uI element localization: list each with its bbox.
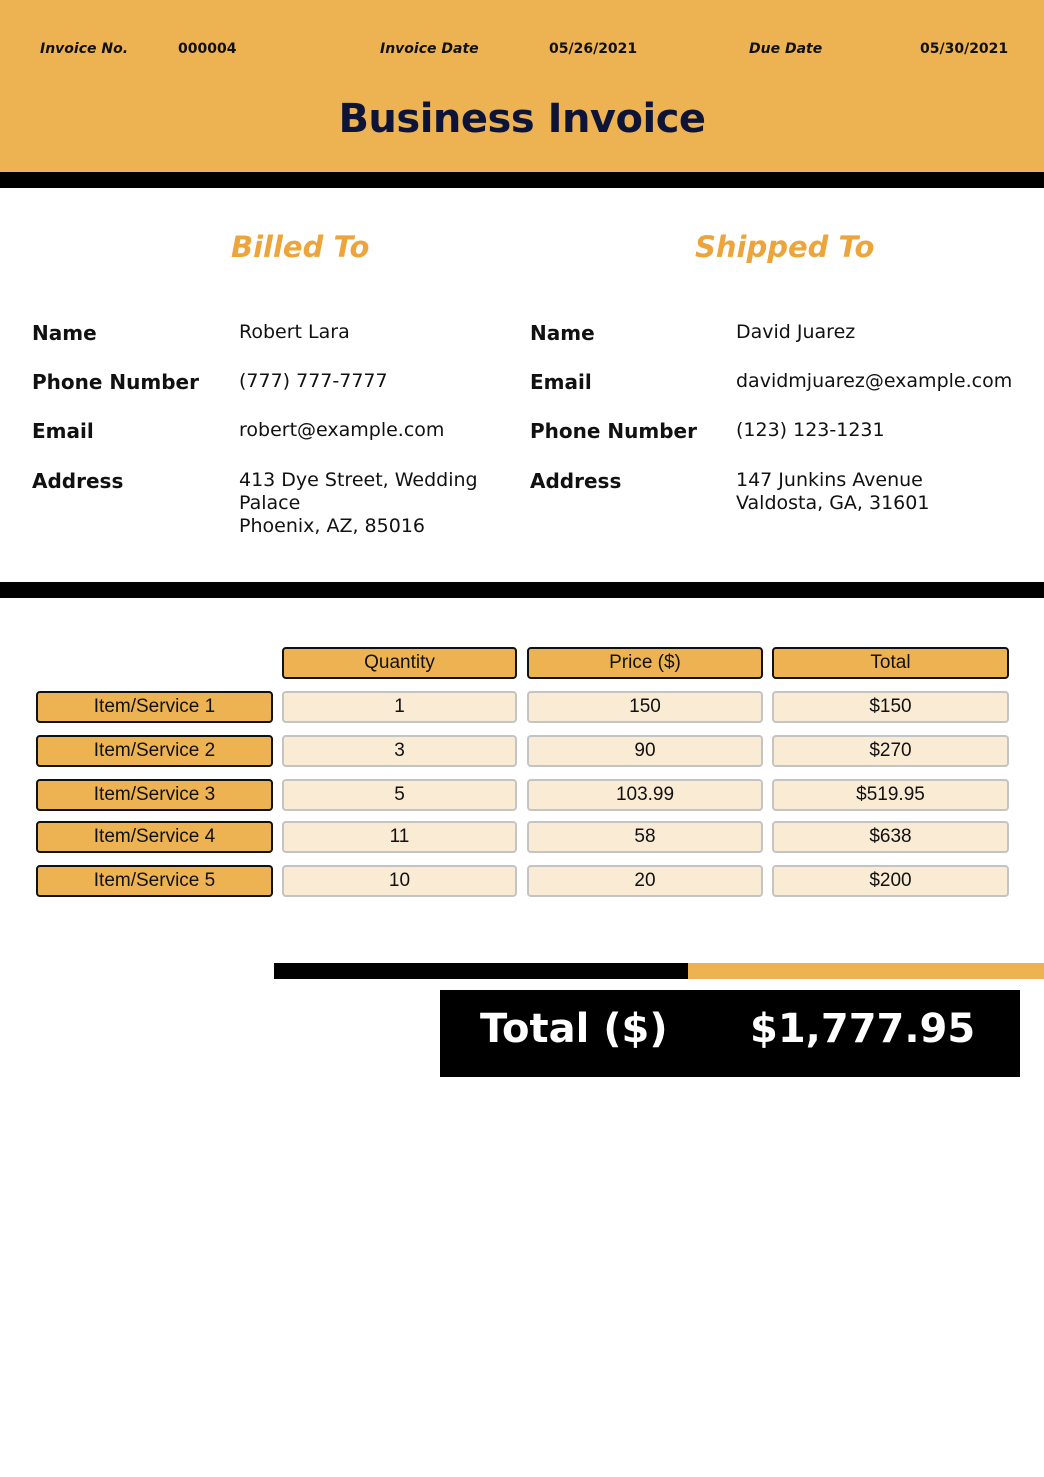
row-item-label: Item/Service 5 bbox=[36, 865, 273, 897]
summary-divider-gold bbox=[688, 963, 1044, 979]
row-item-label: Item/Service 4 bbox=[36, 821, 273, 853]
shipped-to-heading: Shipped To bbox=[695, 230, 875, 264]
column-header-price: Price ($) bbox=[527, 647, 763, 679]
page-title: Business Invoice bbox=[338, 96, 706, 142]
total-value: $1,777.95 bbox=[750, 1006, 976, 1052]
shipped-address-value bbox=[736, 469, 1026, 515]
billed-email-label: Email bbox=[32, 419, 94, 443]
row-total: $519.95 bbox=[772, 779, 1009, 811]
billed-phone-label: Phone Number bbox=[32, 370, 199, 394]
shipped-phone-label: Phone Number bbox=[530, 419, 697, 443]
billed-phone-value: (777) 777-7777 bbox=[239, 370, 388, 392]
billed-to-heading: Billed To bbox=[231, 230, 370, 264]
shipped-address-line1: 147 Junkins Avenue bbox=[736, 469, 923, 491]
billed-address-line1: 413 Dye Street, Wedding bbox=[239, 469, 478, 491]
invoice-date-value: 05/26/2021 bbox=[549, 41, 638, 57]
billed-name-label: Name bbox=[32, 321, 97, 345]
row-item-label: Item/Service 3 bbox=[36, 779, 273, 811]
billed-name-value: Robert Lara bbox=[239, 321, 350, 343]
billed-email-value: robert@example.com bbox=[239, 419, 445, 441]
total-label: Total ($) bbox=[480, 1006, 668, 1052]
shipped-email-value: davidmjuarez@example.com bbox=[736, 370, 1013, 392]
row-total: $638 bbox=[772, 821, 1009, 853]
row-total: $270 bbox=[772, 735, 1009, 767]
row-total: $150 bbox=[772, 691, 1009, 723]
row-total: $200 bbox=[772, 865, 1009, 897]
row-item-label: Item/Service 1 bbox=[36, 691, 273, 723]
row-price: 20 bbox=[527, 865, 763, 897]
invoice-no-label: Invoice No. bbox=[40, 41, 129, 57]
due-date-label: Due Date bbox=[749, 41, 823, 57]
row-price: 150 bbox=[527, 691, 763, 723]
column-header-quantity: Quantity bbox=[282, 647, 517, 679]
billed-address-line2: Palace bbox=[239, 492, 301, 514]
due-date-value: 05/30/2021 bbox=[920, 41, 1009, 57]
header-divider bbox=[0, 172, 1044, 188]
shipped-email-label: Email bbox=[530, 370, 592, 394]
row-price: 103.99 bbox=[527, 779, 763, 811]
shipped-name-label: Name bbox=[530, 321, 595, 345]
row-price: 90 bbox=[527, 735, 763, 767]
billed-address-value bbox=[239, 469, 499, 538]
column-header-total: Total bbox=[772, 647, 1009, 679]
shipped-name-value: David Juarez bbox=[736, 321, 856, 343]
row-quantity: 11 bbox=[282, 821, 517, 853]
invoice-no-value: 000004 bbox=[178, 41, 237, 57]
row-quantity: 1 bbox=[282, 691, 517, 723]
row-quantity: 5 bbox=[282, 779, 517, 811]
billed-address-line3: Phoenix, AZ, 85016 bbox=[239, 515, 425, 537]
summary-divider-black bbox=[274, 963, 688, 979]
shipped-phone-value: (123) 123-1231 bbox=[736, 419, 885, 441]
invoice-date-label: Invoice Date bbox=[380, 41, 479, 57]
row-price: 58 bbox=[527, 821, 763, 853]
shipped-address-label: Address bbox=[530, 469, 622, 493]
shipped-address-line2: Valdosta, GA, 31601 bbox=[736, 492, 930, 514]
header-band bbox=[0, 0, 1044, 172]
row-quantity: 3 bbox=[282, 735, 517, 767]
section-divider bbox=[0, 582, 1044, 598]
row-item-label: Item/Service 2 bbox=[36, 735, 273, 767]
billed-address-label: Address bbox=[32, 469, 124, 493]
row-quantity: 10 bbox=[282, 865, 517, 897]
